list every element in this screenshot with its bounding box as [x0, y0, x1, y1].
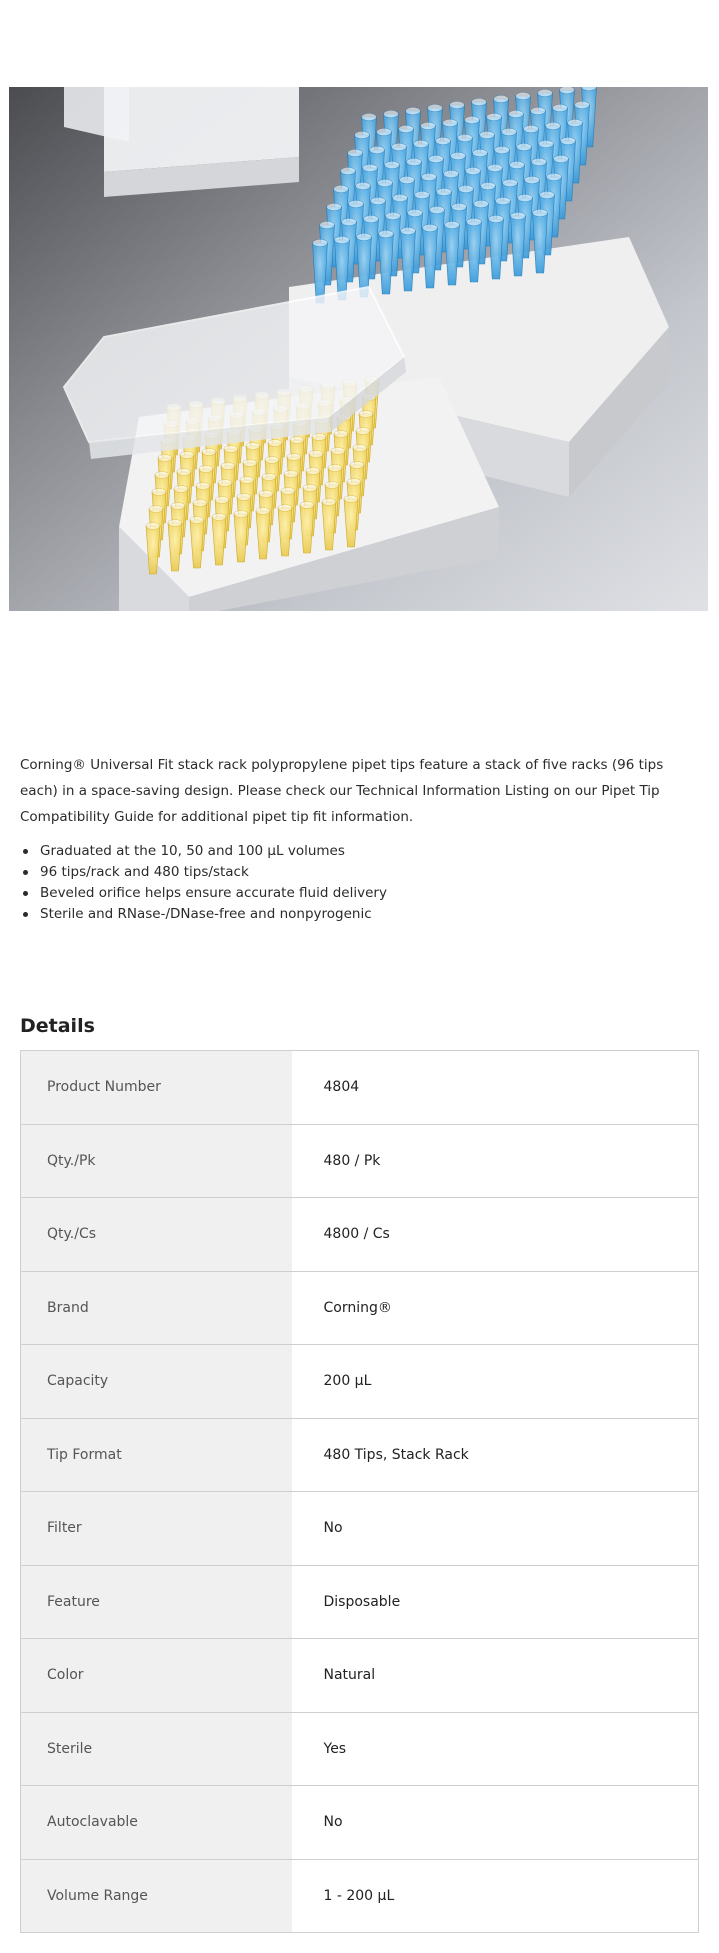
pipet-tip-rim-icon [193, 500, 207, 507]
pipet-tip-rim-icon [325, 482, 339, 489]
pipet-tip-rim-icon [265, 457, 279, 464]
pipet-tip-rim-icon [309, 451, 323, 458]
pipet-tip-rim-icon [149, 506, 163, 513]
feature-item: Beveled orifice helps ensure accurate fluid delivery [20, 883, 700, 904]
table-row [21, 1492, 699, 1566]
pipet-tip-rim-icon [234, 511, 248, 518]
pipet-tip-rim-icon [171, 503, 185, 510]
pipet-tip-rim-icon [306, 468, 320, 475]
pipet-tip-rim-icon [539, 140, 554, 148]
pipet-tip-rim-icon [344, 496, 358, 503]
pipet-tip-rim-icon [359, 411, 373, 418]
pipet-tip-rim-icon [385, 161, 400, 169]
pipet-tip-rim-icon [518, 194, 533, 202]
row-value: 4800 / Cs [292, 1198, 699, 1272]
pipet-tip-rim-icon [517, 143, 532, 151]
row-label: Sterile [21, 1712, 292, 1786]
pipet-tip-rim-icon [246, 443, 260, 450]
pipet-tip-rim-icon [452, 203, 467, 211]
pipet-tip-rim-icon [465, 116, 480, 124]
pipet-tip-rim-icon [466, 167, 481, 175]
pipet-tip-rim-icon [400, 176, 415, 184]
pipet-tip-rim-icon [353, 445, 367, 452]
pipet-tip-rim-icon [356, 428, 370, 435]
pipet-tip-rim-icon [487, 113, 502, 121]
pipet-tip-rim-icon [312, 434, 326, 441]
pipet-tip-rim-icon [450, 101, 465, 109]
product-image [9, 87, 708, 611]
pipet-tip-rim-icon [546, 122, 561, 130]
row-value: 1 - 200 µL [292, 1859, 699, 1933]
pipet-tip-rim-icon [384, 110, 399, 118]
pipet-tip-rim-icon [481, 182, 496, 190]
pipet-tip-rim-icon [443, 119, 458, 127]
pipet-tip-rim-icon [532, 158, 547, 166]
pipet-tip-rim-icon [290, 437, 304, 444]
pipet-tip-rim-icon [386, 212, 401, 220]
pipet-tip-rim-icon [355, 131, 370, 139]
row-label: Product Number [21, 1051, 292, 1125]
pipet-tip-rim-icon [378, 179, 393, 187]
row-label: Capacity [21, 1345, 292, 1419]
pipet-tip-rim-icon [327, 203, 342, 211]
row-label: Autoclavable [21, 1786, 292, 1860]
row-label: Brand [21, 1271, 292, 1345]
row-value: No [292, 1492, 699, 1566]
table-row [21, 1124, 699, 1198]
row-value: Natural [292, 1639, 699, 1713]
pipet-tip-rim-icon [510, 161, 525, 169]
pipet-tip-rim-icon [350, 462, 364, 469]
pipet-tip-rim-icon [407, 158, 422, 166]
pipet-tip-rim-icon [430, 206, 445, 214]
pipet-tip-rim-icon [538, 89, 553, 97]
pipet-tip-rim-icon [568, 119, 583, 127]
pipet-tip-rim-icon [401, 227, 416, 235]
pipet-tip-rim-icon [287, 454, 301, 461]
row-value: Yes [292, 1712, 699, 1786]
pipet-tip-rim-icon [190, 517, 204, 524]
table-row [21, 1271, 699, 1345]
pipet-tip-rim-icon [281, 488, 295, 495]
pipet-tip-rim-icon [259, 491, 273, 498]
row-value: 4804 [292, 1051, 699, 1125]
pipet-tip-rim-icon [347, 479, 361, 486]
row-label: Feature [21, 1565, 292, 1639]
pipet-tip-rim-icon [334, 431, 348, 438]
pipet-tip-rim-icon [328, 465, 342, 472]
pipet-tip-rim-icon [256, 508, 270, 515]
pipet-tip-rim-icon [531, 107, 546, 115]
row-label: Volume Range [21, 1859, 292, 1933]
pipet-tip-rim-icon [408, 209, 423, 217]
table-row [21, 1786, 699, 1860]
pipet-tip-rim-icon [371, 197, 386, 205]
pipet-tip-rim-icon [364, 215, 379, 223]
pipet-tip-rim-icon [553, 104, 568, 112]
row-value: 480 Tips, Stack Rack [292, 1418, 699, 1492]
row-label: Filter [21, 1492, 292, 1566]
pipet-tip-rim-icon [575, 101, 590, 109]
pipet-tip-rim-icon [240, 477, 254, 484]
row-value: 480 / Pk [292, 1124, 699, 1198]
pipet-tip-rim-icon [561, 137, 576, 145]
pipet-tip-rim-icon [363, 164, 378, 172]
pipet-tip-rim-icon [524, 125, 539, 133]
feature-item: Sterile and RNase-/DNase-free and nonpyrogenic [20, 904, 700, 925]
pipet-tip-rim-icon [278, 505, 292, 512]
row-label: Qty./Cs [21, 1198, 292, 1272]
pipet-tip-rim-icon [392, 143, 407, 151]
pipet-tip-rim-icon [334, 185, 349, 193]
pipet-tip-rim-icon [268, 440, 282, 447]
table-row [21, 1051, 699, 1125]
pipet-tip-rim-icon [237, 494, 251, 501]
table-row [21, 1639, 699, 1713]
table-row [21, 1565, 699, 1639]
pipet-tip-rim-icon [155, 472, 169, 479]
pipet-tip-rim-icon [459, 185, 474, 193]
pipet-tip-rim-icon [451, 152, 466, 160]
pipet-tip-rim-icon [341, 167, 356, 175]
pipet-tip-rim-icon [284, 471, 298, 478]
pipet-tip-rim-icon [480, 131, 495, 139]
pipet-tip-rim-icon [474, 200, 489, 208]
pipet-tip-rim-icon [472, 98, 487, 106]
pipet-tip-rim-icon [428, 104, 443, 112]
pipet-tip-rim-icon [342, 218, 357, 226]
table-row [21, 1418, 699, 1492]
pipet-tip-rim-icon [357, 233, 372, 241]
details-heading: Details [20, 1015, 95, 1037]
pipet-tip-rim-icon [429, 155, 444, 163]
row-label: Tip Format [21, 1418, 292, 1492]
table-row [21, 1198, 699, 1272]
pipet-tip-rim-icon [509, 110, 524, 118]
pipet-tip-rim-icon [348, 149, 363, 157]
pipet-tip-rim-icon [445, 221, 460, 229]
pipet-tip-rim-icon [202, 449, 216, 456]
pipet-tip-rim-icon [370, 146, 385, 154]
pipet-tip-rim-icon [399, 125, 414, 133]
pipet-tip-rim-icon [313, 239, 328, 247]
pipet-tip-rim-icon [212, 514, 226, 521]
product-description: Corning® Universal Fit stack rack polypropylene pipet tips feature a stack of five racks (96 tips each) in a space-saving design. Please check our Technical Information Listing on our Pipet Tip Compatibility Guide for additional pipet tip fit information. [20, 757, 664, 825]
pipet-tip-rim-icon [516, 92, 531, 100]
pipet-tip-rim-icon [224, 446, 238, 453]
details-table [20, 1050, 699, 1933]
row-value: 200 µL [292, 1345, 699, 1419]
feature-item: 96 tips/rack and 480 tips/stack [20, 862, 700, 883]
pipet-tip-rim-icon [414, 140, 429, 148]
pipet-tip-rim-icon [494, 95, 509, 103]
pipet-tip-rim-icon [349, 200, 364, 208]
pipet-tip-racks-illustration [9, 87, 708, 611]
pipet-tip-rim-icon [158, 455, 172, 462]
pipet-tip-rim-icon [554, 155, 569, 163]
pipet-tip-rim-icon [503, 179, 518, 187]
row-label: Qty./Pk [21, 1124, 292, 1198]
pipet-tip-rim-icon [421, 122, 436, 130]
pipet-tip-rim-icon [423, 224, 438, 232]
pipet-tip-rim-icon [377, 128, 392, 136]
pipet-tip-rim-icon [511, 212, 526, 220]
pipet-tip-rim-icon [300, 502, 314, 509]
feature-item: Graduated at the 10, 50 and 100 µL volumes [20, 841, 700, 862]
row-value: Corning® [292, 1271, 699, 1345]
row-value: No [292, 1786, 699, 1860]
pipet-tip-rim-icon [502, 128, 517, 136]
pipet-tip-rim-icon [196, 483, 210, 490]
feature-list [20, 841, 700, 925]
pipet-tip-rim-icon [422, 173, 437, 181]
pipet-tip-rim-icon [221, 463, 235, 470]
pipet-tip-rim-icon [215, 497, 229, 504]
pipet-tip-rim-icon [406, 107, 421, 115]
table-row [21, 1859, 699, 1933]
pipet-tip-rim-icon [243, 460, 257, 467]
pipet-tip-rim-icon [303, 485, 317, 492]
pipet-tip-rim-icon [168, 520, 182, 527]
pipet-tip-rim-icon [540, 191, 555, 199]
pipet-tip-rim-icon [322, 499, 336, 506]
pipet-tip-rim-icon [415, 191, 430, 199]
pipet-tip-rim-icon [436, 137, 451, 145]
pipet-tip-rim-icon [444, 170, 459, 178]
pipet-tip-rim-icon [496, 197, 511, 205]
pipet-tip-rim-icon [218, 480, 232, 487]
pipet-tip-rim-icon [262, 474, 276, 481]
pipet-tip-rim-icon [177, 469, 191, 476]
pipet-tip-rim-icon [489, 215, 504, 223]
pipet-tip-rim-icon [320, 221, 335, 229]
pipet-tip-rim-icon [547, 173, 562, 181]
row-value: Disposable [292, 1565, 699, 1639]
pipet-tip-rim-icon [473, 149, 488, 157]
pipet-tip-rim-icon [180, 452, 194, 459]
pipet-tip-rim-icon [467, 218, 482, 226]
pipet-tip-rim-icon [362, 113, 377, 121]
pipet-tip-rim-icon [533, 209, 548, 217]
pipet-tip-rim-icon [335, 236, 350, 244]
pipet-tip-rim-icon [560, 87, 575, 94]
row-label: Color [21, 1639, 292, 1713]
pipet-tip-rim-icon [495, 146, 510, 154]
pipet-tip-rim-icon [356, 182, 371, 190]
table-row [21, 1712, 699, 1786]
pipet-tip-rim-icon [525, 176, 540, 184]
pipet-tip-rim-icon [437, 188, 452, 196]
pipet-tip-rim-icon [488, 164, 503, 172]
table-row [21, 1345, 699, 1419]
pipet-tip-rim-icon [393, 194, 408, 202]
pipet-tip-rim-icon [331, 448, 345, 455]
pipet-tip-rim-icon [152, 489, 166, 496]
pipet-tip-rim-icon [146, 523, 160, 530]
pipet-tip-rim-icon [199, 466, 213, 473]
pipet-tip-rim-icon [458, 134, 473, 142]
pipet-tip-rim-icon [379, 230, 394, 238]
pipet-tip-rim-icon [174, 486, 188, 493]
